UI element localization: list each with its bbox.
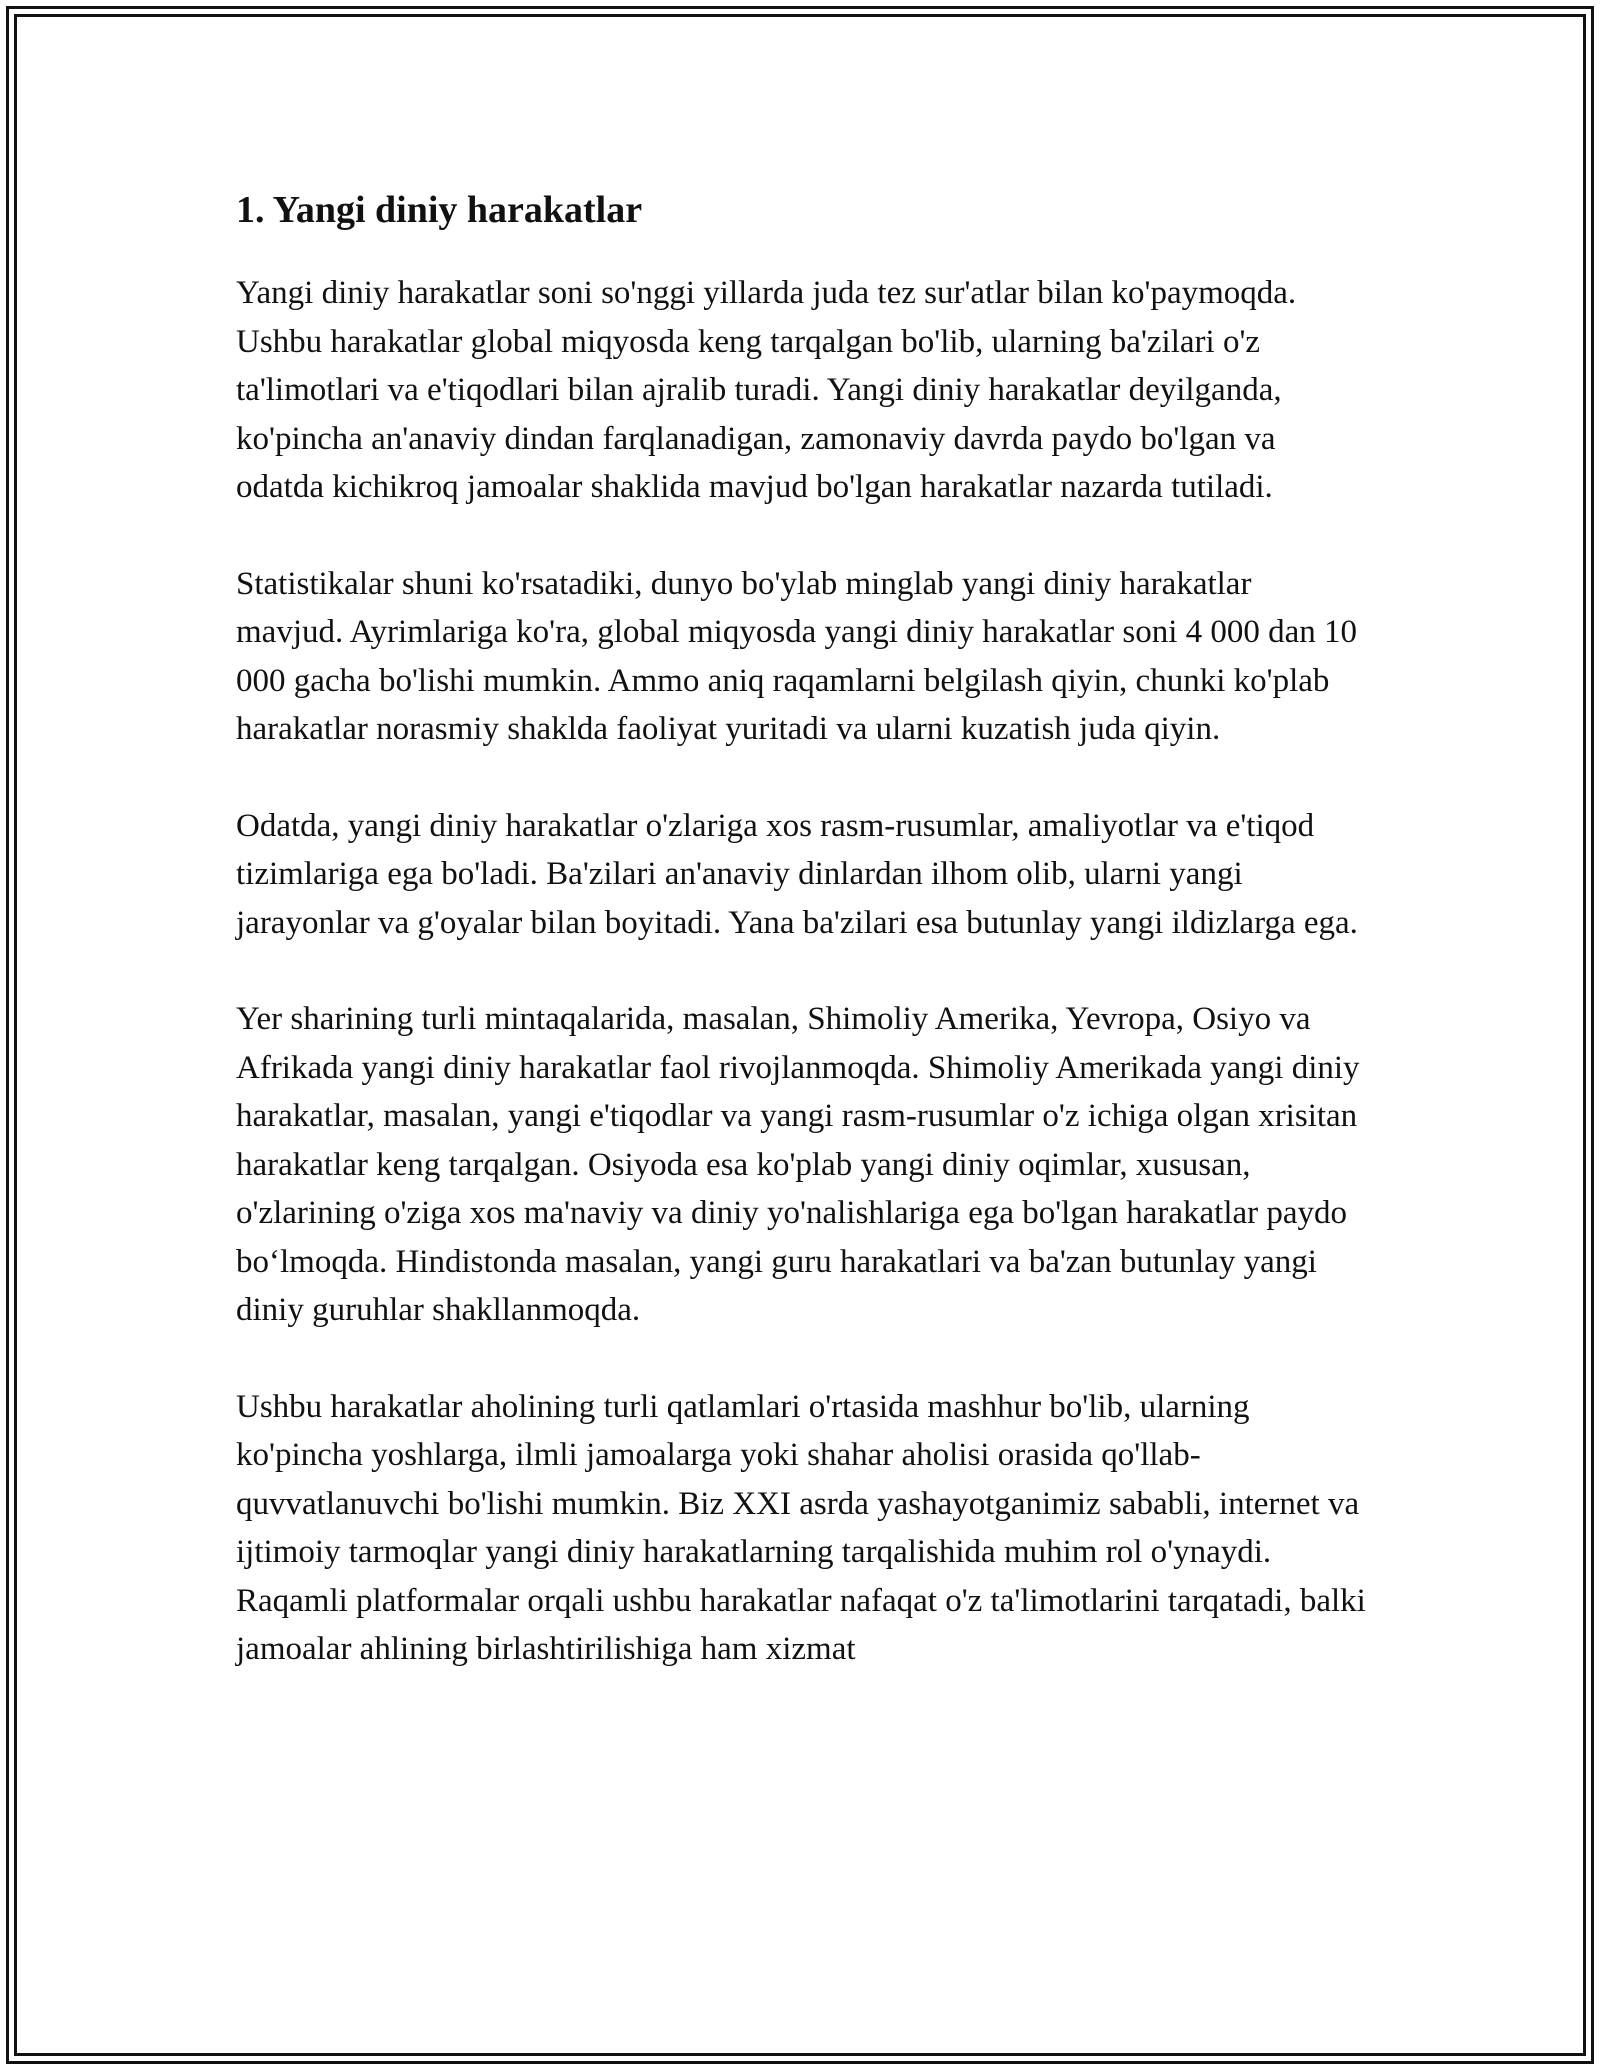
paragraph-5: Ushbu harakatlar aholining turli qatlamlari o'rtasida mashhur bo'lib, ularning ko'pincha yoshlarga, ilmli jamoalarga yoki shahar aholisi orasida qo'llab-quvvatlanuvchi bo'lishi mumkin. Biz XXI asrda yashayotganimiz sababli, internet va ijtimoiy tarmoqlar yangi diniy harakatlarning tarqalishida muhim rol o'ynaydi. Raqamli platformalar orqali ushbu harakatlar nafaqat o'z ta'limotlarini tarqatadi, balki jamoalar ahlining birlashtirilishiga ham xizmat — [236, 1388, 1366, 1667]
paragraph-3: Odatda, yangi diniy harakatlar o'zlariga xos rasm-rusumlar, amaliyotlar va e'tiqod tizimlariga ega bo'ladi. Ba'zilari an'anaviy dinlardan ilhom olib, ularni yangi jarayonlar va g'oyalar bilan boyitadi. Yana ba'zilari esa butunlay yangi ildizlarga ega. — [236, 807, 1358, 941]
paragraph-4: Yer sharining turli mintaqalarida, masalan, Shimoliy Amerika, Yevropa, Osiyo va Afrikada yangi diniy harakatlar faol rivojlanmoqda. Shimoliy Amerikada yangi diniy harakatlar, masalan, yangi e'tiqodlar va yangi rasm-rusumlar o'z ichiga olgan xrisitan harakatlar keng tarqalgan. Osiyoda esa ko'plab yangi diniy oqimlar, xususan, o'zlarining o'ziga xos ma'naviy va diniy yo'nalishlariga ega bo'lgan harakatlar paydo bo‘lmoqda. Hindistonda masalan, yangi guru harakatlari va ba'zan butunlay yangi diniy guruhlar shakllanmoqda. — [236, 1001, 1360, 1328]
section-heading: 1. Yangi diniy harakatlar — [236, 189, 643, 231]
paragraph-2: Statistikalar shuni ko'rsatadiki, dunyo bo'ylab minglab yangi diniy harakatlar mavjud. Ayrimlariga ko'ra, global miqyosda yangi diniy harakatlar soni 4 000 dan 10 000 gacha bo'lishi mumkin. Ammo aniq raqamlarni belgilash qiyin, chunki ko'plab harakatlar norasmiy shaklda faoliyat yuritadi va ularni kuzatish juda qiyin. — [236, 565, 1358, 747]
paragraph-1: Yangi diniy harakatlar soni so'nggi yillarda juda tez sur'atlar bilan ko'paymoqda. Ushbu harakatlar global miqyosda keng tarqalgan bo'lib, ularning ba'zilari o'z ta'limotlari va e'tiqodlari bilan ajralib turadi. Yangi diniy harakatlar deyilganda, ko'pincha an'anaviy dindan farqlanadigan, zamonaviy davrda paydo bo'lgan va odatda kichikroq jamoalar shaklida mavjud bo'lgan harakatlar nazarda tutiladi. — [236, 275, 1297, 505]
document-body — [236, 185, 1366, 1674]
